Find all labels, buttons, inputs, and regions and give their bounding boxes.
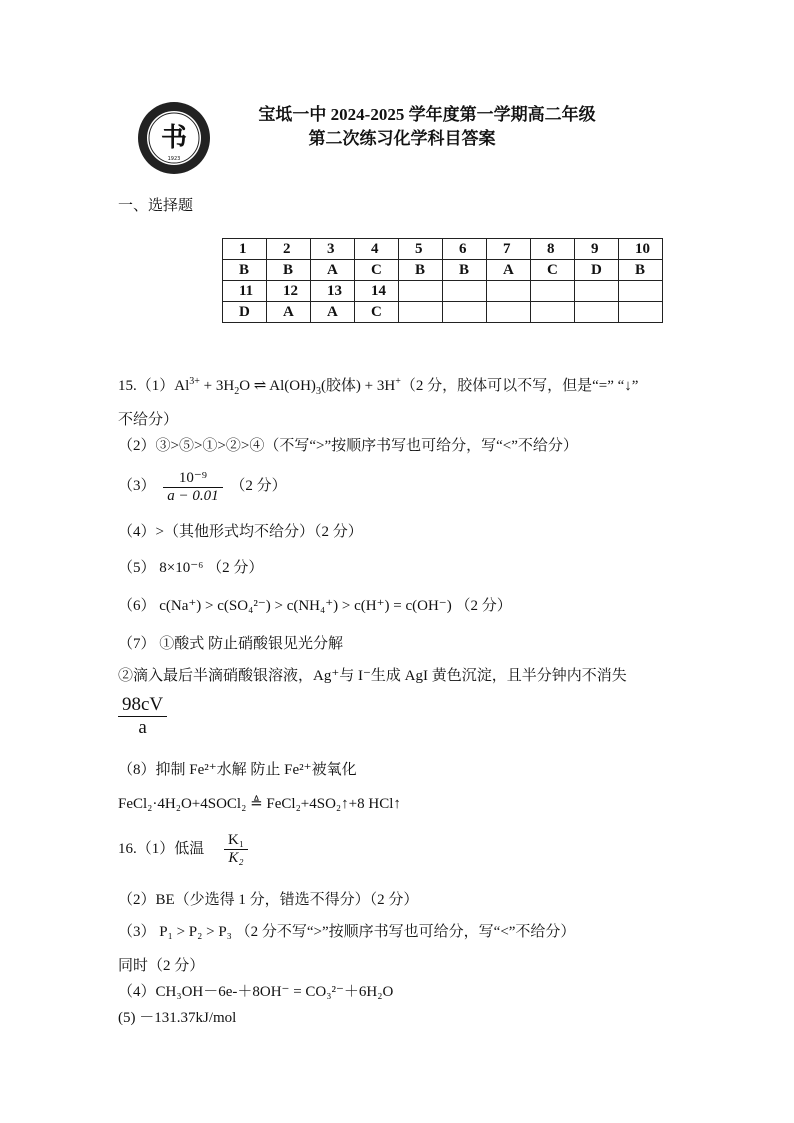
answer-table-cell: B bbox=[443, 260, 487, 281]
answer-table-cell bbox=[399, 281, 443, 302]
page-title-line2: 第二次练习化学科目答案 bbox=[308, 129, 496, 148]
answer-table-cell: C bbox=[531, 260, 575, 281]
answer-table-cell: A bbox=[267, 302, 311, 323]
answer-table-cell: 1 bbox=[223, 239, 267, 260]
q15-part8: （8）抑制 Fe²⁺水解 防止 Fe²⁺被氧化 bbox=[118, 762, 357, 778]
logo-center-text: 书 bbox=[160, 123, 188, 153]
answer-table-cell: D bbox=[223, 302, 267, 323]
answer-table-cell bbox=[575, 281, 619, 302]
q16-part3-note: 同时（2 分） bbox=[118, 958, 205, 974]
answer-table-cell: 9 bbox=[575, 239, 619, 260]
answer-table-cell: 5 bbox=[399, 239, 443, 260]
answer-table-cell: 13 bbox=[311, 281, 355, 302]
answer-table-cell bbox=[531, 302, 575, 323]
answer-table-cell: 11 bbox=[223, 281, 267, 302]
q15-part2: （2）③>⑤>①>②>④（不写“>”按顺序书写也可给分，写“<”不给分） bbox=[118, 438, 578, 454]
page-title-line1: 宝坻一中 2024-2025 学年度第一学期高二年级 bbox=[258, 105, 596, 124]
answer-table-cell: 14 bbox=[355, 281, 399, 302]
answer-table-cell: D bbox=[575, 260, 619, 281]
answer-table-cell: 10 bbox=[619, 239, 663, 260]
answer-table-cell bbox=[487, 281, 531, 302]
answer-table-cell: 12 bbox=[267, 281, 311, 302]
answer-table-cell bbox=[619, 281, 663, 302]
answer-table-cell: A bbox=[311, 260, 355, 281]
answer-table bbox=[222, 238, 663, 323]
q15-part1-note: 不给分） bbox=[118, 412, 179, 428]
answer-table-row bbox=[223, 302, 663, 323]
answer-table-cell: 6 bbox=[443, 239, 487, 260]
q15-part7-endpoint: ②滴入最后半滴硝酸银溶液，Ag⁺与 I⁻生成 AgI 黄色沉淀，且半分钟内不消失 bbox=[118, 668, 627, 684]
q15-part5: （5） 8×10⁻⁶ （2 分） bbox=[118, 560, 264, 576]
answer-table-cell: 4 bbox=[355, 239, 399, 260]
q15-part8-equation: FeCl₂·4H₂O+4SOCl₂ ≜ FeCl₂+4SO₂↑+8 HCl↑ bbox=[118, 796, 401, 812]
answer-table-cell: 2 bbox=[267, 239, 311, 260]
q15-part3: （3） $\frac{\text{10⁻⁹}}{a - 0.01}$ （2 分） bbox=[118, 470, 287, 504]
q15-part7: （7） ①酸式 防止硝酸银见光分解 bbox=[118, 636, 344, 652]
answer-table-cell: 8 bbox=[531, 239, 575, 260]
q15-part6: （6） c(Na⁺) > c(SO₄²⁻) > c(NH₄⁺) > c(H⁺) = c(OH⁻) （2 分） bbox=[118, 598, 512, 614]
answer-table-cell bbox=[575, 302, 619, 323]
answer-table-cell bbox=[443, 302, 487, 323]
q16-part4: （4）CH₃OH－6e-＋8OH⁻ = CO₃²⁻＋6H₂O bbox=[118, 984, 394, 1000]
answer-table-cell: B bbox=[223, 260, 267, 281]
answer-table-cell bbox=[487, 302, 531, 323]
answer-table-cell: B bbox=[267, 260, 311, 281]
section-heading-choice: 一、选择题 bbox=[118, 198, 194, 214]
q16-part1-fraction: $\frac{\text{K₁}}{\text{K₂}}$ bbox=[224, 832, 248, 867]
answer-table-row bbox=[223, 260, 663, 281]
q15-part4: （4）>（其他形式均不给分）（2 分） bbox=[118, 524, 363, 540]
q16-part5: (5) －131.37kJ/mol bbox=[118, 1010, 237, 1026]
answer-table-cell: C bbox=[355, 302, 399, 323]
answer-table-cell bbox=[399, 302, 443, 323]
logo-year-text: 1923 bbox=[167, 156, 181, 162]
q16-part1: 16.（1）低温 $\frac{\text{K₁}}{\text{K₂}}$ bbox=[118, 832, 252, 867]
answer-table-cell: A bbox=[487, 260, 531, 281]
q15-part7-fraction: $\frac{98cV}{a}$ bbox=[118, 694, 167, 739]
answer-table-cell: C bbox=[355, 260, 399, 281]
q15-part3-fraction: $\frac{\text{10⁻⁹}}{a - 0.01}$ bbox=[163, 468, 222, 505]
q16-part2: （2）BE（少选得 1 分，错选不得分）（2 分） bbox=[118, 892, 419, 908]
answer-table-cell: 3 bbox=[311, 239, 355, 260]
answer-table-cell bbox=[531, 281, 575, 302]
answer-table-cell bbox=[619, 302, 663, 323]
answer-table-cell: B bbox=[399, 260, 443, 281]
q15-part1: $15.(1)Al^{3+} + 3H_2O$ ⇌ $Al(OH)_3$(胶体) + 3H+（2 分，胶体可以不写，但是“=” “↓” bbox=[118, 376, 639, 397]
answer-table-row bbox=[223, 239, 663, 260]
answer-table-cell bbox=[443, 281, 487, 302]
answer-table-row bbox=[223, 281, 663, 302]
answer-table-cell: 7 bbox=[487, 239, 531, 260]
answer-table-cell: B bbox=[619, 260, 663, 281]
answer-table-cell: A bbox=[311, 302, 355, 323]
q16-part3: （3） P₁ > P₂ > P₃ （2 分不写“>”按顺序书写也可给分，写“<”不给分） bbox=[118, 924, 576, 940]
